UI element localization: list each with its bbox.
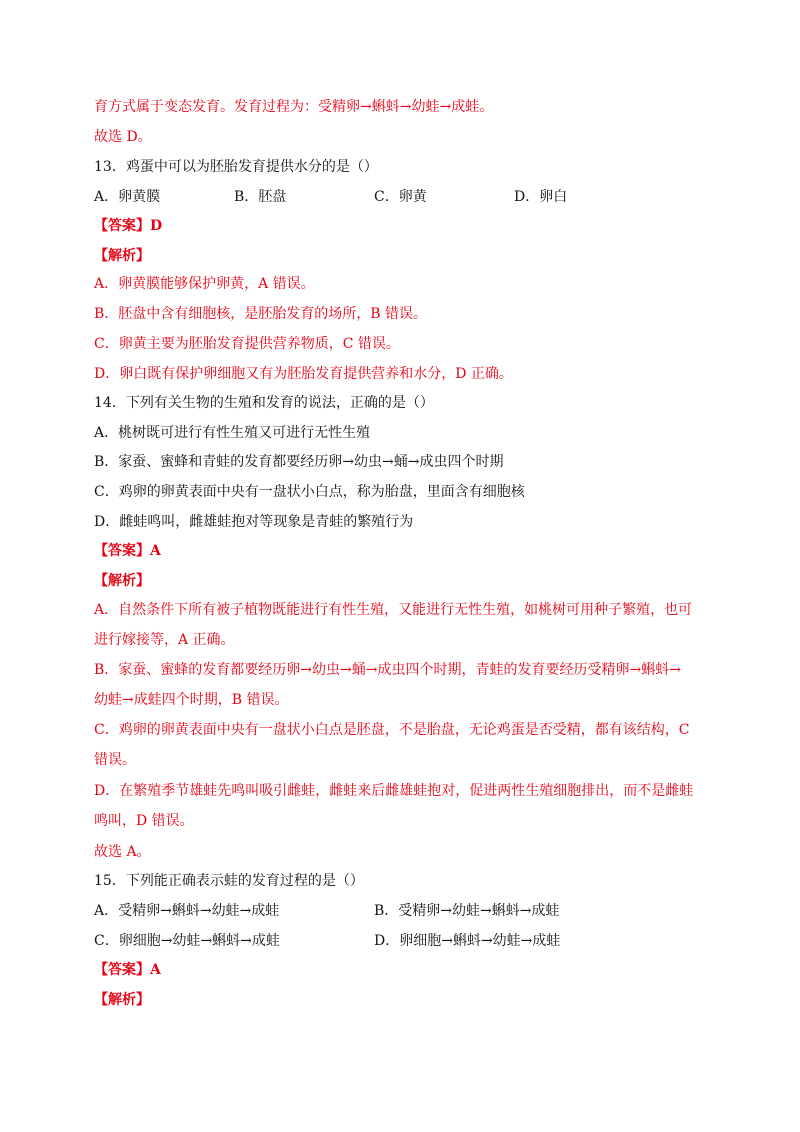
analysis-text: 错误。 bbox=[94, 752, 136, 768]
analysis-label: 【解析】 bbox=[94, 992, 150, 1008]
option-a: A．受精卵→蝌蚪→幼蛙→成蛙 bbox=[94, 903, 280, 919]
analysis-text: A．自然条件下所有被子植物既能进行有性生殖，又能进行无性生殖，如桃树可用种子繁殖，也可 bbox=[94, 602, 693, 618]
answer-label: 【答案】A bbox=[94, 962, 161, 978]
analysis-text: C．鸡卵的卵黄表面中央有一盘状小白点是胚盘，不是胎盘，无论鸡蛋是否受精，都有该结构，C bbox=[94, 722, 690, 738]
option-a: A．桃树既可进行有性生殖又可进行无性生殖 bbox=[94, 425, 371, 441]
analysis-text: 幼蛙→成蛙四个时期，B 错误。 bbox=[94, 692, 289, 708]
analysis-label: 【解析】 bbox=[94, 248, 150, 264]
option-d: D．雌蛙鸣叫，雌雄蛙抱对等现象是青蛙的繁殖行为 bbox=[94, 514, 414, 530]
analysis-text: B．家蚕、蜜蜂的发育都要经历卵→幼虫→蛹→成虫四个时期，青蛙的发育要经历受精卵→蝌蚪→ bbox=[94, 662, 681, 678]
option-c: C．鸡卵的卵黄表面中央有一盘状小白点，称为胎盘，里面含有细胞核 bbox=[94, 484, 525, 500]
explanation-text: 育方式属于变态发育。发育过程为：受精卵→蝌蚪→幼蛙→成蛙。 bbox=[94, 99, 494, 115]
analysis-text: D．卵白既有保护卵细胞又有为胚胎发育提供营养和水分，D 正确。 bbox=[94, 366, 513, 382]
question-15-stem: 15．下列能正确表示蛙的发育过程的是（） bbox=[94, 873, 364, 889]
conclusion-text: 故选 D。 bbox=[94, 129, 152, 145]
option-d: D．卵白 bbox=[514, 189, 568, 205]
analysis-text: A．卵黄膜能够保护卵黄，A 错误。 bbox=[94, 276, 315, 292]
option-d: D．卵细胞→蝌蚪→幼蛙→成蛙 bbox=[374, 933, 561, 949]
option-c: C．卵细胞→幼蛙→蝌蚪→成蛙 bbox=[94, 933, 280, 949]
analysis-label: 【解析】 bbox=[94, 573, 150, 589]
option-a: A．卵黄膜 bbox=[94, 189, 161, 205]
option-c: C．卵黄 bbox=[374, 189, 427, 205]
analysis-text: C．卵黄主要为胚胎发育提供营养物质，C 错误。 bbox=[94, 336, 400, 352]
question-13-stem: 13．鸡蛋中可以为胚胎发育提供水分的是（） bbox=[94, 159, 378, 175]
analysis-text: B．胚盘中含有细胞核，是胚胎发育的场所，B 错误。 bbox=[94, 306, 428, 322]
analysis-text: 进行嫁接等，A 正确。 bbox=[94, 632, 235, 648]
analysis-text: 鸣叫，D 错误。 bbox=[94, 813, 194, 829]
conclusion-text: 故选 A。 bbox=[94, 844, 151, 860]
answer-label: 【答案】A bbox=[94, 543, 161, 559]
analysis-text: D．在繁殖季节雄蛙先鸣叫吸引雌蛙，雌蛙来后雌雄蛙抱对，促进两性生殖细胞排出，而不是雌蛙 bbox=[94, 783, 694, 799]
answer-label: 【答案】D bbox=[94, 218, 163, 234]
option-b: B．受精卵→幼蛙→蝌蚪→成蛙 bbox=[374, 903, 560, 919]
question-14-stem: 14．下列有关生物的生殖和发育的说法，正确的是（） bbox=[94, 395, 434, 411]
option-b: B．胚盘 bbox=[234, 189, 287, 205]
option-b: B．家蚕、蜜蜂和青蛙的发育都要经历卵→幼虫→蛹→成虫四个时期 bbox=[94, 454, 504, 470]
